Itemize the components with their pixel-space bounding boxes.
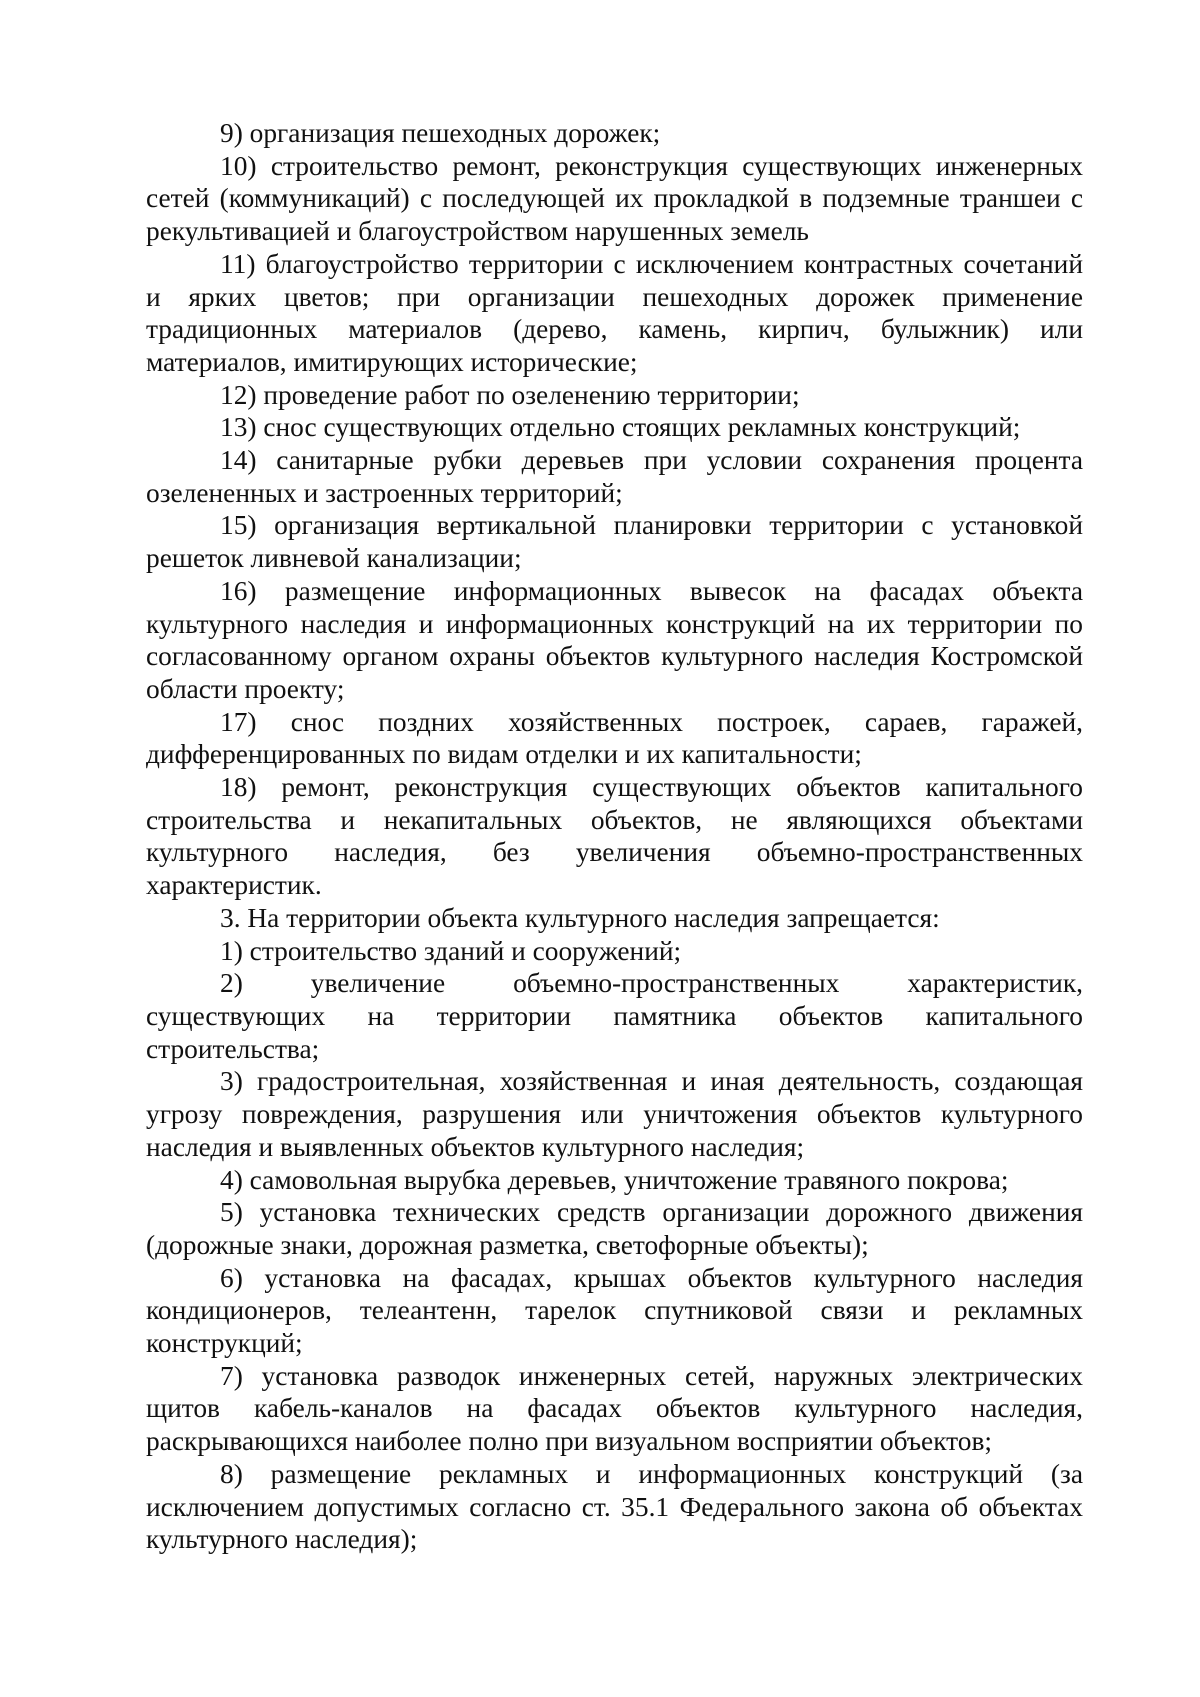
paragraph-item-16: 16) размещение информационных вывесок на фасадах объекта культурного наследия и информационных конструкций на их территории по согласованному органом охраны объектов культурного наследия Костромской области проекту; (146, 575, 1083, 704)
paragraph-item-18: 18) ремонт, реконструкция существующих объектов капитального строительства и некапитальных объектов, не являющихся объектами культурного наследия, без увеличения объемно-пространственных характеристик. (146, 772, 1083, 901)
prohibition-item-4: 4) самовольная вырубка деревьев, уничтожение травяного покрова; (220, 1164, 1009, 1195)
prohibition-item-2: 2) увеличение объемно-пространственных характеристик, существующих на территории памятника объектов капитального строительства; (146, 968, 1083, 1064)
prohibition-item-7: 7) установка разводок инженерных сетей, наружных электрических щитов кабель-каналов на фасадах объектов культурного наследия, раскрывающихся наиболее полно при визуальном восприятии объектов; (146, 1360, 1083, 1457)
paragraph-item-11: 11) благоустройство территории с исключением контрастных сочетаний и ярких цветов; при организации пешеходных дорожек применение традиционных материалов (дерево, камень, кирпич, булыжник) или материалов, имитирующих исторические; (146, 248, 1083, 377)
prohibition-item-6: 6) установка на фасадах, крышах объектов культурного наследия кондиционеров, телеантенн, тарелок спутниковой связи и рекламных конструкций; (146, 1262, 1083, 1359)
prohibition-item-1: 1) строительство зданий и сооружений; (220, 935, 682, 966)
prohibition-item-8: 8) размещение рекламных и информационных конструкций (за исключением допустимых согласно ст. 35.1 Федерального закона об объектах культурного наследия); (146, 1458, 1083, 1555)
document-body (146, 117, 1083, 1556)
paragraph-item-10: 10) строительство ремонт, реконструкция существующих инженерных сетей (коммуникаций) с последующей их прокладкой в подземные траншеи с рекультивацией и благоустройством нарушенных земель (146, 150, 1083, 247)
paragraph-item-13: 13) снос существующих отдельно стоящих рекламных конструкций; (220, 412, 1021, 443)
prohibition-item-5: 5) установка технических средств организации дорожного движения (дорожные знаки, дорожная разметка, светофорные объекты); (146, 1197, 1083, 1260)
section-3-heading: 3. На территории объекта культурного наследия запрещается: (220, 902, 940, 933)
paragraph-item-14: 14) санитарные рубки деревьев при условии сохранения процента озелененных и застроенных территорий; (146, 445, 1083, 508)
prohibition-item-3: 3) градостроительная, хозяйственная и иная деятельность, создающая угрозу повреждения, разрушения или уничтожения объектов культурного наследия и выявленных объектов культурного наследия; (146, 1066, 1083, 1162)
paragraph-item-15: 15) организация вертикальной планировки территории с установкой решеток ливневой канализации; (146, 510, 1083, 574)
paragraph-item-17: 17) снос поздних хозяйственных построек, сараев, гаражей, дифференцированных по видам отделки и их капитальности; (146, 706, 1083, 770)
paragraph-item-12: 12) проведение работ по озеленению территории; (220, 379, 800, 410)
paragraph-item-9: 9) организация пешеходных дорожек; (220, 118, 661, 148)
